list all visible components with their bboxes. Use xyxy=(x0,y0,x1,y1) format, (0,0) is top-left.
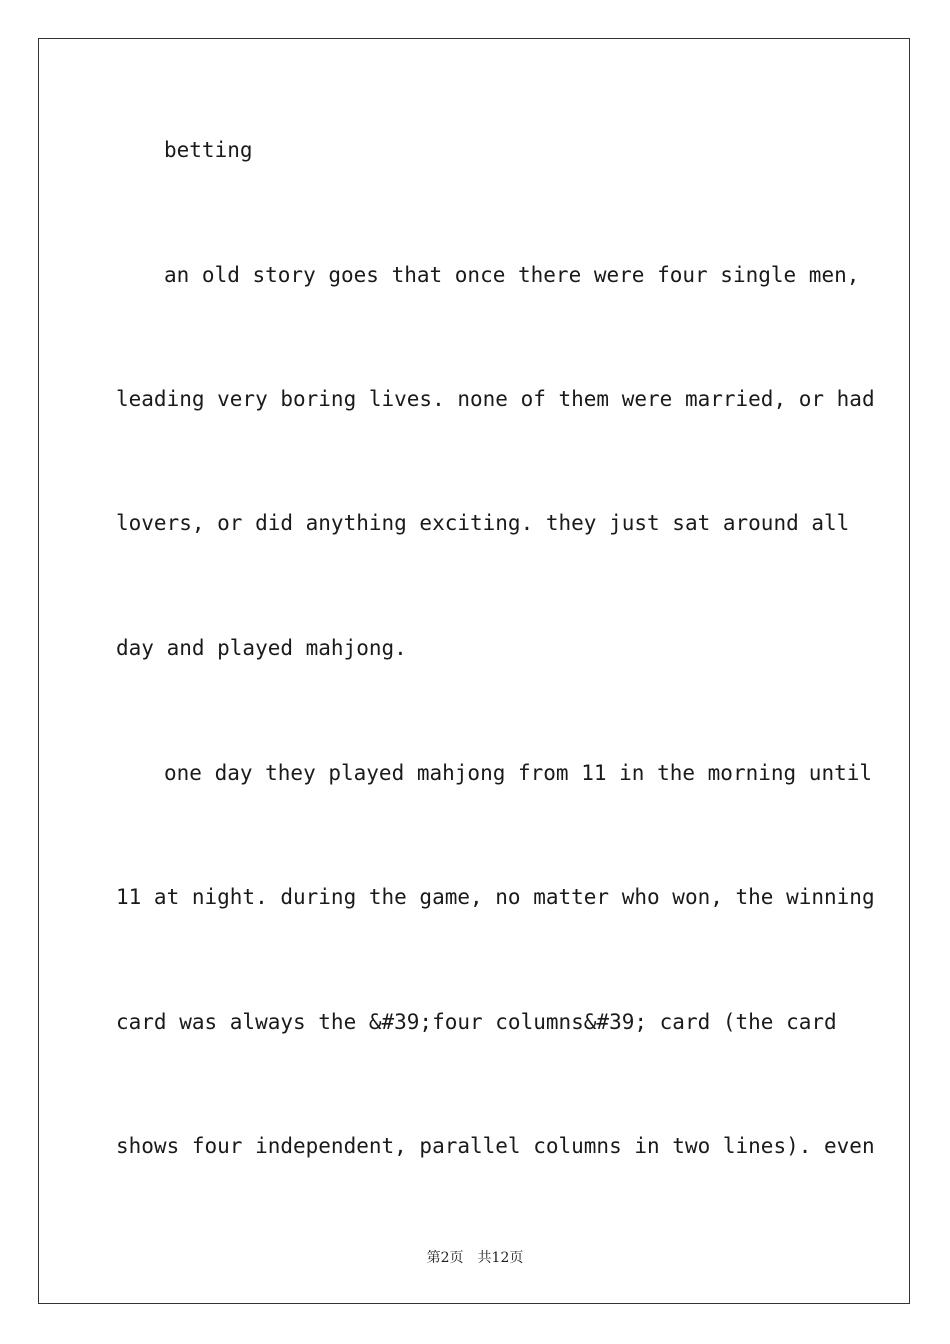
page-number-footer: 第2页 共12页 xyxy=(426,1250,524,1266)
text-line: shows four independent, parallel columns in two lines). even xyxy=(116,1134,875,1158)
text-line: leading very boring lives. none of them were married, or had xyxy=(116,387,875,411)
page-border xyxy=(38,38,910,1304)
text-line: day and played mahjong. xyxy=(116,636,407,660)
paragraph-heading: betting xyxy=(164,138,253,162)
text-line: lovers, or did anything exciting. they just sat around all xyxy=(116,511,850,535)
text-line: an old story goes that once there were four single men, xyxy=(164,263,860,287)
text-line: card was always the &#39;four columns&#39; card (the card xyxy=(116,1010,837,1034)
text-line: 11 at night. during the game, no matter who won, the winning xyxy=(116,885,875,909)
text-line: one day they played mahjong from 11 in the morning until xyxy=(164,761,873,785)
